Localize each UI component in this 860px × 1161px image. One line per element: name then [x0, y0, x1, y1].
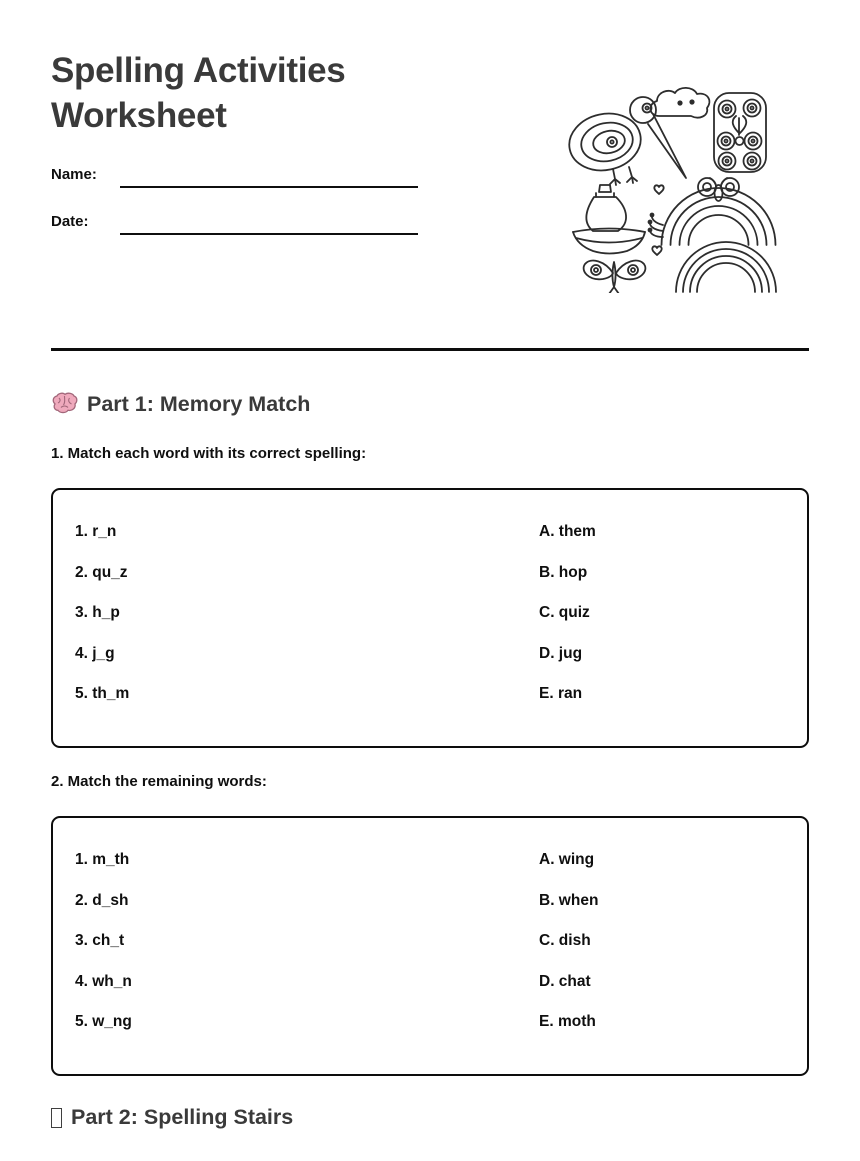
match-answer: E. moth	[539, 1013, 596, 1031]
match-box-2	[51, 816, 809, 1076]
match-word: 2. d_sh	[75, 891, 129, 909]
match-word: 5. th_m	[75, 685, 130, 703]
match-box-2-answers	[539, 840, 598, 1043]
carved-panel-icon	[714, 93, 766, 172]
date-write-line	[120, 233, 418, 235]
match-box-1-answers	[539, 512, 596, 715]
match-box-1	[51, 488, 809, 748]
match-word: 5. w_ng	[75, 1013, 132, 1031]
match-word: 3. ch_t	[75, 932, 125, 950]
part2-heading-text: Part 2: Spelling Stairs	[71, 1105, 294, 1129]
match-answer: C. quiz	[539, 604, 590, 622]
match-answer: B. hop	[539, 563, 588, 581]
cloud-icon	[650, 88, 709, 118]
exercise1-label: 1. Match each word with its correct spelling:	[51, 445, 367, 462]
match-answer: B. when	[539, 891, 599, 909]
butterfly-rainbow-icon	[649, 178, 776, 245]
name-label: Name:	[51, 166, 97, 183]
page-title: Spelling Activities Worksheet	[51, 51, 346, 135]
section-divider	[51, 348, 809, 351]
match-answer: A. wing	[539, 851, 595, 869]
part2-heading	[51, 1103, 293, 1131]
match-answer: D. jug	[539, 644, 583, 662]
vase-in-bowl-icon	[573, 185, 645, 254]
heart-icon	[654, 185, 663, 194]
exercise2-label: 2. Match the remaining words:	[51, 773, 267, 790]
match-word: 4. wh_n	[75, 972, 132, 990]
missing-glyph-icon	[51, 1108, 62, 1128]
rainbow-icon	[676, 242, 776, 292]
match-word: 2. qu_z	[75, 563, 128, 581]
match-box-2-words	[75, 840, 132, 1043]
match-answer: D. chat	[539, 972, 591, 990]
part1-heading-text: Part 1: Memory Match	[87, 392, 311, 416]
match-word: 1. r_n	[75, 523, 117, 541]
brain-icon	[51, 392, 78, 416]
match-box-1-words	[75, 512, 129, 715]
match-word: 4. j_g	[75, 644, 115, 662]
name-write-line	[120, 186, 418, 188]
match-word: 3. h_p	[75, 604, 120, 622]
match-answer: C. dish	[539, 932, 591, 950]
match-answer: A. them	[539, 523, 596, 541]
moth-icon	[584, 261, 646, 293]
heart-icon	[652, 246, 661, 255]
kiwi-bird-icon	[564, 97, 686, 185]
part1-heading	[51, 390, 310, 418]
match-word: 1. m_th	[75, 851, 130, 869]
match-answer: E. ran	[539, 685, 583, 703]
doodle-illustration	[563, 85, 815, 293]
date-label: Date:	[51, 213, 89, 230]
